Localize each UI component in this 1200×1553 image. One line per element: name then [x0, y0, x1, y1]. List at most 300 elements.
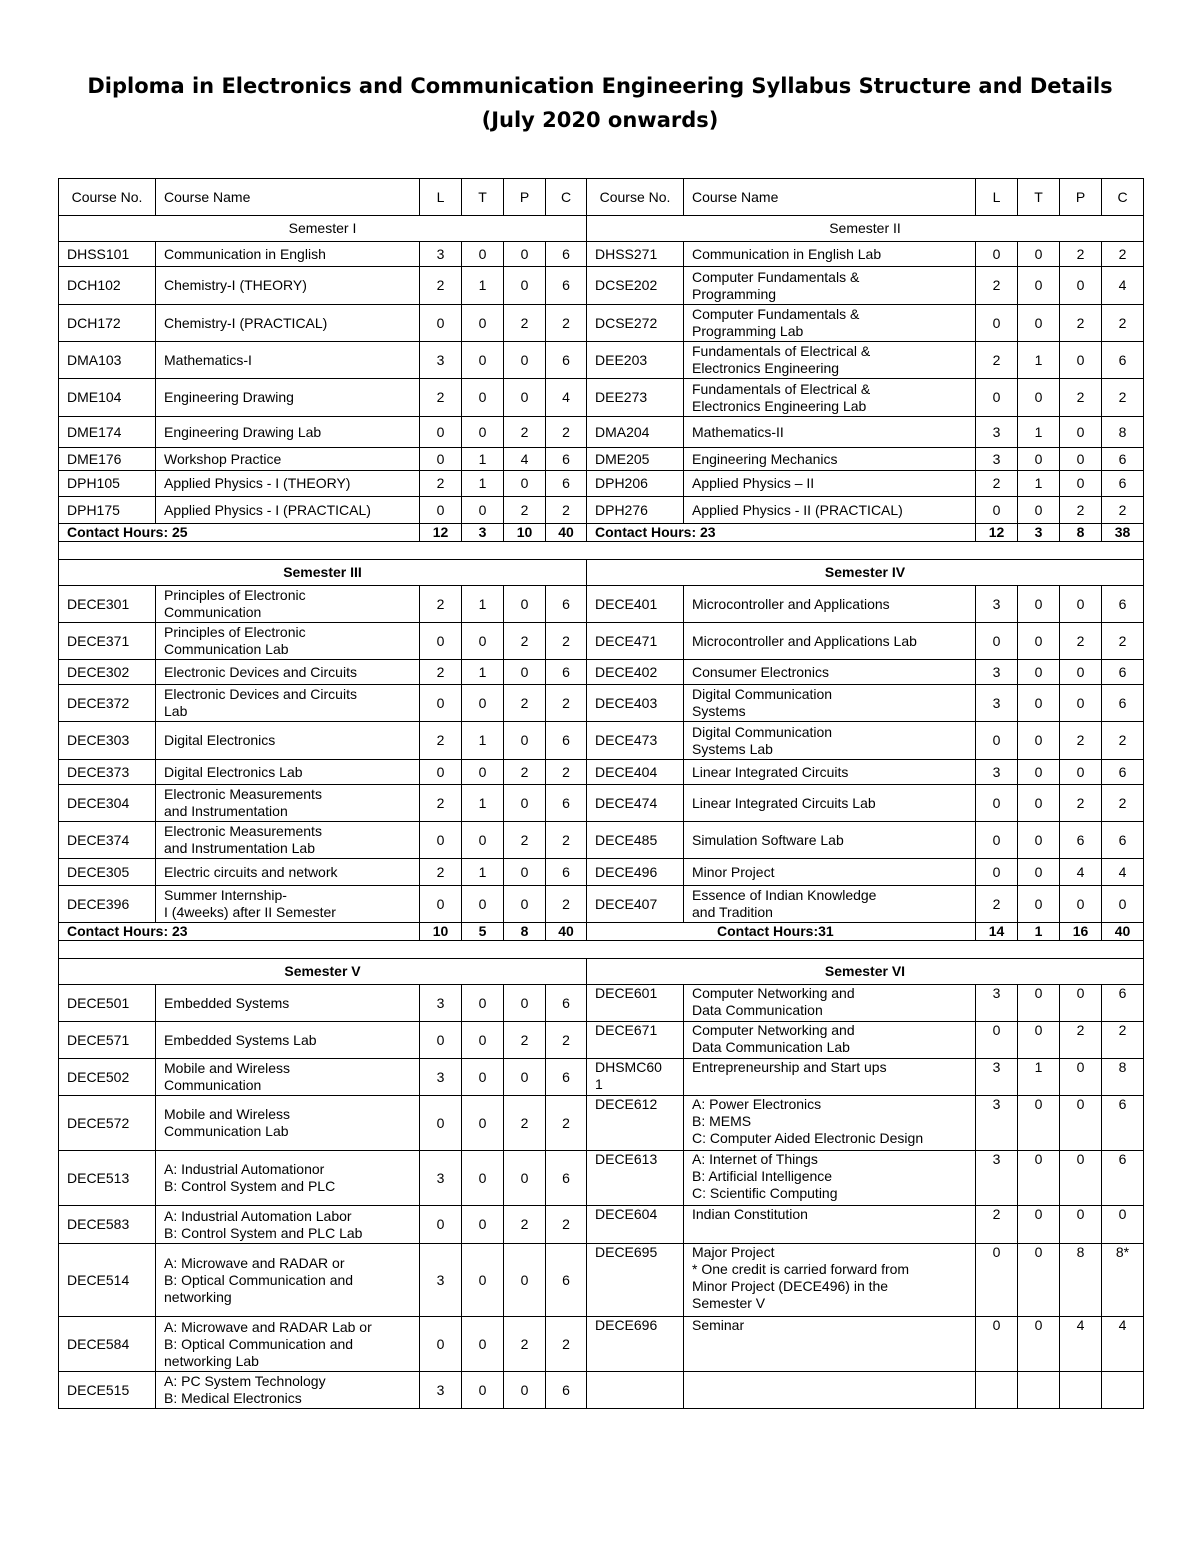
left-practical-hours: 0	[504, 886, 546, 923]
right-lecture-hours	[976, 1372, 1018, 1409]
right-lecture-hours: 0	[976, 242, 1018, 267]
right-course-name: Consumer Electronics	[684, 660, 976, 685]
left-tutorial-hours: 0	[462, 1096, 504, 1151]
left-course-name: Digital Electronics Lab	[156, 760, 420, 785]
right-lecture-hours: 0	[976, 1244, 1018, 1317]
contact-hours-row	[59, 524, 1144, 542]
left-credits: 2	[546, 1317, 587, 1372]
right-credits: 6	[1102, 586, 1144, 623]
left-credits: 6	[546, 660, 587, 685]
left-course-name: A: Industrial Automation Labor B: Control System and PLC Lab	[156, 1206, 420, 1244]
left-credits: 2	[546, 623, 587, 660]
left-credits: 6	[546, 448, 587, 471]
right-course-code: DECE496	[587, 859, 684, 886]
right-contact-total: 38	[1102, 524, 1144, 542]
left-course-code: DECE303	[59, 722, 156, 760]
right-lecture-hours: 0	[976, 1317, 1018, 1372]
right-practical-hours: 0	[1060, 685, 1102, 722]
left-practical-hours: 0	[504, 586, 546, 623]
right-credits: 6	[1102, 1151, 1144, 1206]
right-contact-hours-label: Contact Hours:31	[587, 923, 976, 941]
right-course-name: Fundamentals of Electrical & Electronics Engineering Lab	[684, 379, 976, 417]
left-course-name: Electronic Devices and Circuits	[156, 660, 420, 685]
left-practical-hours: 2	[504, 417, 546, 448]
left-course-name: Principles of Electronic Communication Lab	[156, 623, 420, 660]
left-course-code: DMA103	[59, 342, 156, 379]
left-lecture-hours: 2	[420, 722, 462, 760]
right-practical-hours: 0	[1060, 1151, 1102, 1206]
right-course-code: DECE473	[587, 722, 684, 760]
right-practical-hours: 2	[1060, 785, 1102, 822]
semester-title-right: Semester IV	[587, 560, 1144, 586]
right-contact-total: 40	[1102, 923, 1144, 941]
left-practical-hours: 2	[504, 305, 546, 342]
left-tutorial-hours: 1	[462, 859, 504, 886]
right-tutorial-hours: 0	[1018, 1022, 1060, 1059]
left-course-name: Digital Electronics	[156, 722, 420, 760]
right-course-code: DECE402	[587, 660, 684, 685]
left-course-code: DECE373	[59, 760, 156, 785]
left-lecture-hours: 2	[420, 785, 462, 822]
left-course-name: Mobile and Wireless Communication Lab	[156, 1096, 420, 1151]
right-credits	[1102, 1372, 1144, 1409]
semester-title-row	[59, 216, 1144, 242]
course-row	[59, 859, 1144, 886]
right-lecture-hours: 0	[976, 859, 1018, 886]
left-tutorial-hours: 0	[462, 1059, 504, 1096]
left-tutorial-hours: 0	[462, 1244, 504, 1317]
left-lecture-hours: 0	[420, 1206, 462, 1244]
right-credits: 2	[1102, 623, 1144, 660]
left-tutorial-hours: 1	[462, 722, 504, 760]
right-lecture-hours: 0	[976, 722, 1018, 760]
right-credits: 2	[1102, 785, 1144, 822]
left-course-code: DECE513	[59, 1151, 156, 1206]
course-row	[59, 1244, 1144, 1317]
right-course-code: DCSE272	[587, 305, 684, 342]
left-course-code: DCH172	[59, 305, 156, 342]
left-practical-hours: 0	[504, 660, 546, 685]
semester-title-right: Semester II	[587, 216, 1144, 242]
right-tutorial-hours: 1	[1018, 342, 1060, 379]
left-tutorial-hours: 0	[462, 417, 504, 448]
semester-title-row	[59, 959, 1144, 985]
right-credits: 2	[1102, 1022, 1144, 1059]
left-course-code: DECE515	[59, 1372, 156, 1409]
right-contact-total: 8	[1060, 524, 1102, 542]
left-tutorial-hours: 0	[462, 342, 504, 379]
spacer-cell	[59, 941, 1144, 959]
right-course-code: DECE671	[587, 1022, 684, 1059]
left-practical-hours: 0	[504, 859, 546, 886]
right-practical-hours: 0	[1060, 586, 1102, 623]
left-credits: 6	[546, 586, 587, 623]
left-course-name: Mathematics-I	[156, 342, 420, 379]
course-row	[59, 471, 1144, 497]
header-p: P	[504, 179, 546, 216]
right-tutorial-hours: 0	[1018, 886, 1060, 923]
right-contact-total: 1	[1018, 923, 1060, 941]
left-course-name: Applied Physics - I (THEORY)	[156, 471, 420, 497]
right-practical-hours: 2	[1060, 1022, 1102, 1059]
right-course-code: DEE273	[587, 379, 684, 417]
left-credits: 6	[546, 242, 587, 267]
left-course-name: Engineering Drawing Lab	[156, 417, 420, 448]
left-credits: 2	[546, 1022, 587, 1059]
right-course-name: Applied Physics - II (PRACTICAL)	[684, 497, 976, 524]
right-tutorial-hours: 0	[1018, 379, 1060, 417]
right-practical-hours: 2	[1060, 305, 1102, 342]
semester-title-left: Semester III	[59, 560, 587, 586]
course-row	[59, 497, 1144, 524]
left-credits: 6	[546, 1151, 587, 1206]
left-credits: 6	[546, 342, 587, 379]
left-credits: 6	[546, 267, 587, 305]
left-lecture-hours: 0	[420, 1022, 462, 1059]
right-lecture-hours: 3	[976, 660, 1018, 685]
right-practical-hours: 0	[1060, 985, 1102, 1022]
semester-title-left: Semester V	[59, 959, 587, 985]
left-lecture-hours: 0	[420, 760, 462, 785]
left-practical-hours: 4	[504, 448, 546, 471]
right-course-code: DEE203	[587, 342, 684, 379]
left-course-name: Electronic Measurements and Instrumentation	[156, 785, 420, 822]
right-contact-total: 3	[1018, 524, 1060, 542]
left-lecture-hours: 2	[420, 586, 462, 623]
right-course-code: DPH206	[587, 471, 684, 497]
left-credits: 6	[546, 1244, 587, 1317]
left-contact-total: 40	[546, 524, 587, 542]
right-tutorial-hours: 0	[1018, 242, 1060, 267]
right-course-name: Computer Networking and Data Communication	[684, 985, 976, 1022]
left-course-code: DPH105	[59, 471, 156, 497]
right-credits: 2	[1102, 497, 1144, 524]
right-contact-hours-label: Contact Hours: 23	[587, 524, 976, 542]
right-tutorial-hours: 1	[1018, 1059, 1060, 1096]
right-lecture-hours: 2	[976, 471, 1018, 497]
right-course-name: Engineering Mechanics	[684, 448, 976, 471]
left-practical-hours: 0	[504, 1151, 546, 1206]
right-practical-hours: 4	[1060, 859, 1102, 886]
right-course-code: DCSE202	[587, 267, 684, 305]
page-subtitle: (July 2020 onwards)	[481, 108, 719, 132]
right-lecture-hours: 0	[976, 379, 1018, 417]
left-credits: 2	[546, 822, 587, 859]
course-row	[59, 417, 1144, 448]
right-credits: 0	[1102, 886, 1144, 923]
left-tutorial-hours: 0	[462, 497, 504, 524]
left-course-code: DECE304	[59, 785, 156, 822]
right-course-name: Computer Networking and Data Communication Lab	[684, 1022, 976, 1059]
right-course-name: Microcontroller and Applications	[684, 586, 976, 623]
right-credits: 8	[1102, 1059, 1144, 1096]
left-course-code: DECE305	[59, 859, 156, 886]
right-practical-hours: 0	[1060, 1096, 1102, 1151]
right-credits: 6	[1102, 471, 1144, 497]
right-lecture-hours: 3	[976, 417, 1018, 448]
right-course-name: Major Project * One credit is carried forward from Minor Project (DECE496) in the Semester V	[684, 1244, 976, 1317]
right-course-code: DECE485	[587, 822, 684, 859]
left-course-name: Chemistry-I (PRACTICAL)	[156, 305, 420, 342]
left-tutorial-hours: 0	[462, 379, 504, 417]
course-row	[59, 1059, 1144, 1096]
left-credits: 4	[546, 379, 587, 417]
left-tutorial-hours: 0	[462, 1206, 504, 1244]
right-tutorial-hours: 0	[1018, 1151, 1060, 1206]
right-course-name: Computer Fundamentals & Programming Lab	[684, 305, 976, 342]
right-lecture-hours: 3	[976, 985, 1018, 1022]
right-practical-hours: 0	[1060, 1206, 1102, 1244]
left-lecture-hours: 3	[420, 1151, 462, 1206]
course-row	[59, 1096, 1144, 1151]
right-course-name: A: Power Electronics B: MEMS C: Computer Aided Electronic Design	[684, 1096, 976, 1151]
right-course-code: DECE407	[587, 886, 684, 923]
right-practical-hours: 0	[1060, 267, 1102, 305]
left-credits: 2	[546, 1096, 587, 1151]
right-tutorial-hours: 0	[1018, 1244, 1060, 1317]
course-row	[59, 242, 1144, 267]
left-practical-hours: 2	[504, 1096, 546, 1151]
left-course-name: A: PC System Technology B: Medical Electronics	[156, 1372, 420, 1409]
right-contact-total: 16	[1060, 923, 1102, 941]
left-course-code: DECE514	[59, 1244, 156, 1317]
left-tutorial-hours: 0	[462, 1317, 504, 1372]
right-course-code: DECE612	[587, 1096, 684, 1151]
right-lecture-hours: 0	[976, 822, 1018, 859]
left-contact-total: 3	[462, 524, 504, 542]
right-credits: 4	[1102, 859, 1144, 886]
left-course-name: A: Microwave and RADAR Lab or B: Optical Communication and networking Lab	[156, 1317, 420, 1372]
left-credits: 2	[546, 417, 587, 448]
header-course-name: Course Name	[156, 179, 420, 216]
right-tutorial-hours: 0	[1018, 822, 1060, 859]
left-lecture-hours: 2	[420, 660, 462, 685]
left-contact-hours-label: Contact Hours: 23	[59, 923, 420, 941]
course-row	[59, 760, 1144, 785]
header-t: T	[1018, 179, 1060, 216]
course-row	[59, 660, 1144, 685]
semester-title-right: Semester VI	[587, 959, 1144, 985]
right-course-name: Microcontroller and Applications Lab	[684, 623, 976, 660]
left-course-name: Embedded Systems Lab	[156, 1022, 420, 1059]
left-course-name: Applied Physics - I (PRACTICAL)	[156, 497, 420, 524]
left-lecture-hours: 2	[420, 379, 462, 417]
right-tutorial-hours: 0	[1018, 722, 1060, 760]
left-tutorial-hours: 1	[462, 448, 504, 471]
course-row	[59, 379, 1144, 417]
right-practical-hours: 0	[1060, 342, 1102, 379]
header-c: C	[1102, 179, 1144, 216]
right-course-code: DME205	[587, 448, 684, 471]
right-course-code: DHSMC60 1	[587, 1059, 684, 1096]
left-course-name: Electronic Devices and Circuits Lab	[156, 685, 420, 722]
left-lecture-hours: 0	[420, 1096, 462, 1151]
course-row	[59, 822, 1144, 859]
right-course-name: Seminar	[684, 1317, 976, 1372]
contact-hours-row	[59, 923, 1144, 941]
left-tutorial-hours: 0	[462, 760, 504, 785]
left-practical-hours: 2	[504, 497, 546, 524]
left-practical-hours: 0	[504, 242, 546, 267]
left-practical-hours: 0	[504, 1372, 546, 1409]
course-row	[59, 985, 1144, 1022]
left-practical-hours: 0	[504, 471, 546, 497]
left-practical-hours: 2	[504, 685, 546, 722]
left-lecture-hours: 3	[420, 1372, 462, 1409]
right-contact-total: 14	[976, 923, 1018, 941]
right-practical-hours: 0	[1060, 760, 1102, 785]
left-tutorial-hours: 0	[462, 985, 504, 1022]
left-contact-total: 10	[504, 524, 546, 542]
left-lecture-hours: 0	[420, 623, 462, 660]
right-course-name: Mathematics-II	[684, 417, 976, 448]
left-practical-hours: 0	[504, 785, 546, 822]
right-tutorial-hours: 0	[1018, 785, 1060, 822]
right-practical-hours: 4	[1060, 1317, 1102, 1372]
left-course-code: DME174	[59, 417, 156, 448]
header-course-name: Course Name	[684, 179, 976, 216]
left-contact-total: 12	[420, 524, 462, 542]
right-course-code: DPH276	[587, 497, 684, 524]
left-credits: 2	[546, 886, 587, 923]
left-tutorial-hours: 1	[462, 785, 504, 822]
right-lecture-hours: 0	[976, 1022, 1018, 1059]
left-tutorial-hours: 0	[462, 623, 504, 660]
right-course-code: DECE404	[587, 760, 684, 785]
left-course-code: DECE374	[59, 822, 156, 859]
right-practical-hours: 0	[1060, 471, 1102, 497]
left-course-name: Mobile and Wireless Communication	[156, 1059, 420, 1096]
course-row	[59, 305, 1144, 342]
right-tutorial-hours: 0	[1018, 660, 1060, 685]
right-tutorial-hours: 0	[1018, 305, 1060, 342]
left-practical-hours: 0	[504, 379, 546, 417]
left-lecture-hours: 0	[420, 305, 462, 342]
right-credits: 6	[1102, 1096, 1144, 1151]
right-lecture-hours: 0	[976, 497, 1018, 524]
course-row	[59, 685, 1144, 722]
right-tutorial-hours: 0	[1018, 760, 1060, 785]
header-t: T	[462, 179, 504, 216]
course-row	[59, 267, 1144, 305]
left-lecture-hours: 0	[420, 417, 462, 448]
course-row	[59, 342, 1144, 379]
left-practical-hours: 2	[504, 1206, 546, 1244]
spacer-row	[59, 941, 1144, 959]
left-lecture-hours: 2	[420, 859, 462, 886]
left-lecture-hours: 0	[420, 448, 462, 471]
left-credits: 2	[546, 685, 587, 722]
right-course-code: DMA204	[587, 417, 684, 448]
left-course-code: DECE584	[59, 1317, 156, 1372]
right-tutorial-hours: 0	[1018, 267, 1060, 305]
left-practical-hours: 0	[504, 1059, 546, 1096]
header-course-no: Course No.	[59, 179, 156, 216]
right-credits: 6	[1102, 985, 1144, 1022]
right-tutorial-hours: 0	[1018, 1317, 1060, 1372]
right-course-code: DECE695	[587, 1244, 684, 1317]
course-row	[59, 1206, 1144, 1244]
left-practical-hours: 2	[504, 623, 546, 660]
left-lecture-hours: 0	[420, 886, 462, 923]
left-course-code: DPH175	[59, 497, 156, 524]
left-course-name: Chemistry-I (THEORY)	[156, 267, 420, 305]
left-lecture-hours: 3	[420, 985, 462, 1022]
course-row	[59, 785, 1144, 822]
right-credits: 2	[1102, 722, 1144, 760]
right-course-name: Communication in English Lab	[684, 242, 976, 267]
left-lecture-hours: 3	[420, 242, 462, 267]
right-lecture-hours: 2	[976, 267, 1018, 305]
right-contact-total: 12	[976, 524, 1018, 542]
left-practical-hours: 0	[504, 342, 546, 379]
left-course-name: Electric circuits and network	[156, 859, 420, 886]
right-practical-hours: 0	[1060, 417, 1102, 448]
right-credits: 2	[1102, 242, 1144, 267]
left-course-code: DECE371	[59, 623, 156, 660]
left-course-code: DECE583	[59, 1206, 156, 1244]
course-row	[59, 1317, 1144, 1372]
left-course-code: DECE396	[59, 886, 156, 923]
left-tutorial-hours: 0	[462, 886, 504, 923]
right-lecture-hours: 3	[976, 760, 1018, 785]
left-contact-hours-label: Contact Hours: 25	[59, 524, 420, 542]
left-credits: 2	[546, 497, 587, 524]
left-course-name: Summer Internship- I (4weeks) after II Semester	[156, 886, 420, 923]
left-contact-total: 10	[420, 923, 462, 941]
left-course-code: DCH102	[59, 267, 156, 305]
syllabus-table	[58, 178, 1144, 1409]
left-tutorial-hours: 0	[462, 305, 504, 342]
left-practical-hours: 0	[504, 722, 546, 760]
left-lecture-hours: 0	[420, 685, 462, 722]
left-tutorial-hours: 0	[462, 685, 504, 722]
right-tutorial-hours: 0	[1018, 1206, 1060, 1244]
right-credits: 6	[1102, 685, 1144, 722]
left-lecture-hours: 2	[420, 267, 462, 305]
right-course-name: Simulation Software Lab	[684, 822, 976, 859]
left-credits: 2	[546, 305, 587, 342]
right-practical-hours: 0	[1060, 448, 1102, 471]
left-course-name: Electronic Measurements and Instrumentation Lab	[156, 822, 420, 859]
right-course-name: A: Internet of Things B: Artificial Intelligence C: Scientific Computing	[684, 1151, 976, 1206]
left-tutorial-hours: 1	[462, 267, 504, 305]
right-practical-hours: 0	[1060, 660, 1102, 685]
right-lecture-hours: 3	[976, 448, 1018, 471]
right-course-code: DECE403	[587, 685, 684, 722]
left-credits: 6	[546, 1059, 587, 1096]
left-lecture-hours: 3	[420, 342, 462, 379]
left-practical-hours: 0	[504, 985, 546, 1022]
right-course-code: DECE474	[587, 785, 684, 822]
left-course-code: DECE571	[59, 1022, 156, 1059]
course-row	[59, 448, 1144, 471]
left-course-code: DECE501	[59, 985, 156, 1022]
right-practical-hours	[1060, 1372, 1102, 1409]
right-course-name: Fundamentals of Electrical & Electronics Engineering	[684, 342, 976, 379]
left-lecture-hours: 0	[420, 822, 462, 859]
left-course-name: Workshop Practice	[156, 448, 420, 471]
right-course-code	[587, 1372, 684, 1409]
right-practical-hours: 2	[1060, 722, 1102, 760]
left-course-name: Embedded Systems	[156, 985, 420, 1022]
left-course-code: DECE572	[59, 1096, 156, 1151]
right-course-code: DECE401	[587, 586, 684, 623]
right-course-code: DECE471	[587, 623, 684, 660]
left-course-name: A: Microwave and RADAR or B: Optical Communication and networking	[156, 1244, 420, 1317]
right-credits: 2	[1102, 379, 1144, 417]
left-credits: 2	[546, 760, 587, 785]
